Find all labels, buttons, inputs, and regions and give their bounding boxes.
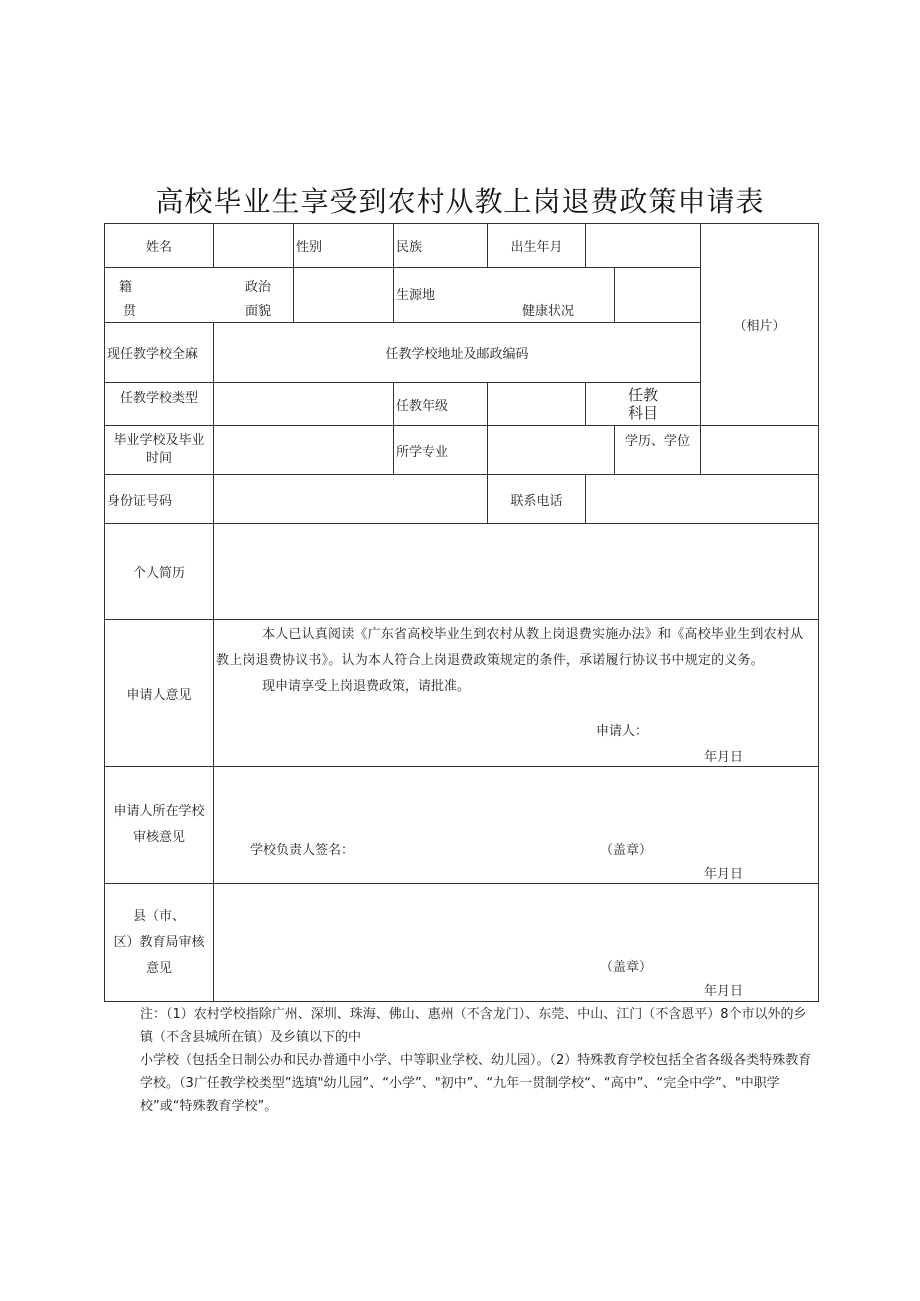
form-title: 高校毕业生享受到农村从教上岗退费政策申请表 <box>155 185 765 218</box>
political-label-b: 面貌 <box>245 304 272 319</box>
footnote-line-1: 注：（1）农村学校指除广州、深圳、珠海、佛山、惠州（不含龙门）、东莞、中山、江门（不含恩平）8个市以外的乡镇（不含县城所在镇）及乡镇以下的中 <box>140 1007 807 1045</box>
school-review-label <box>105 767 214 884</box>
native-label-a: 籍 <box>119 280 133 295</box>
school-review-label-a: 申请人所在学校 <box>113 804 205 819</box>
id-label: 身份证号码 <box>105 475 214 524</box>
resume-label: 个人简历 <box>105 524 214 620</box>
bureau-review-cell <box>214 884 819 1002</box>
subject-label-a: 任教 <box>627 386 658 404</box>
political-field[interactable] <box>294 268 394 323</box>
bureau-seal-label: （盖章） <box>600 960 653 975</box>
bureau-review-label-b: 区）教育局审核 <box>113 934 205 950</box>
application-form-table <box>104 223 819 1002</box>
bureau-review-label <box>105 884 214 1002</box>
school-type-field[interactable] <box>214 383 394 426</box>
footnotes <box>140 1003 818 1118</box>
bureau-review-date: 年月日 <box>704 984 744 999</box>
native-label-b: 贯 <box>123 304 137 319</box>
degree-field[interactable] <box>701 426 819 475</box>
health-label: 健康状况 <box>522 304 575 319</box>
declaration-text: 本人已认真阅读《广东省高校毕业生到农村从教上岗退费实施办法》和《高校毕业生到农村从教上岗退费协议书》。认为本人符合上岗退费政策规定的条件，承诺履行协议书中规定的义务。 <box>216 627 804 668</box>
subject-label-b: 科目 <box>627 404 658 422</box>
origin-health-cell <box>394 268 615 323</box>
birth-field[interactable] <box>586 224 701 268</box>
applicant-signature-label: 申请人： <box>596 724 649 739</box>
applicant-date: 年月日 <box>704 750 744 765</box>
school-seal-label: （盖章） <box>600 843 653 858</box>
photo-box <box>701 224 819 426</box>
applicant-opinion-label: 申请人意见 <box>105 620 214 767</box>
school-address-label: 任教学校地址及邮政编码 <box>214 323 701 383</box>
native-political-cell <box>105 268 294 323</box>
school-review-cell <box>214 767 819 884</box>
ethnicity-label: 民族 <box>394 224 488 268</box>
name-label: 姓名 <box>105 224 214 268</box>
name-field[interactable] <box>214 224 294 268</box>
major-label: 所学专业 <box>394 426 488 475</box>
photo-label: （相片） <box>733 319 786 334</box>
origin-label: 生源地 <box>396 288 436 303</box>
school-review-label-b: 审核意见 <box>132 830 185 845</box>
phone-label: 联系电话 <box>488 475 586 524</box>
phone-field[interactable] <box>586 475 819 524</box>
bureau-review-label-c: 意见 <box>145 960 172 976</box>
id-field[interactable] <box>214 475 488 524</box>
graduation-field[interactable] <box>214 426 394 475</box>
grade-field[interactable] <box>488 383 586 426</box>
school-name-label: 现任教学校全麻 <box>105 323 214 383</box>
school-review-date: 年月日 <box>704 867 744 882</box>
footnote-line-2: 小学校（包括全日制公办和民办普通中小学、中等职业学校、幼儿园）。（2）特殊教育学校包括全省各级各类特殊教育学校。（3广任教学校类型”选填"幼儿园”、“小学”、"初中”、“九年一贯制学校“、“高中”、“完全中学”、"中职学校”或“特殊教育学校”。 <box>140 1053 812 1114</box>
major-field[interactable] <box>488 426 615 475</box>
principal-signature-label: 学校负责人签名： <box>250 843 355 858</box>
health-field[interactable] <box>615 268 701 323</box>
political-label-a: 政治 <box>245 280 272 295</box>
degree-label: 学历、学位 <box>615 426 701 475</box>
request-text: 现申请享受上岗退费政策，请批准。 <box>262 679 471 694</box>
gender-label: 性别 <box>294 224 394 268</box>
graduation-label-b: 时间 <box>145 451 172 466</box>
grade-label: 任教年级 <box>394 383 488 426</box>
subject-label <box>586 383 701 426</box>
graduation-label-a: 毕业学校及毕业 <box>113 433 205 448</box>
school-type-label: 任教学校类型 <box>105 383 214 426</box>
resume-field[interactable] <box>214 524 819 620</box>
birth-label: 出生年月 <box>488 224 586 268</box>
bureau-review-label-a: 县（市、 <box>132 908 185 924</box>
applicant-opinion-cell <box>214 620 819 767</box>
graduation-label <box>105 426 214 475</box>
